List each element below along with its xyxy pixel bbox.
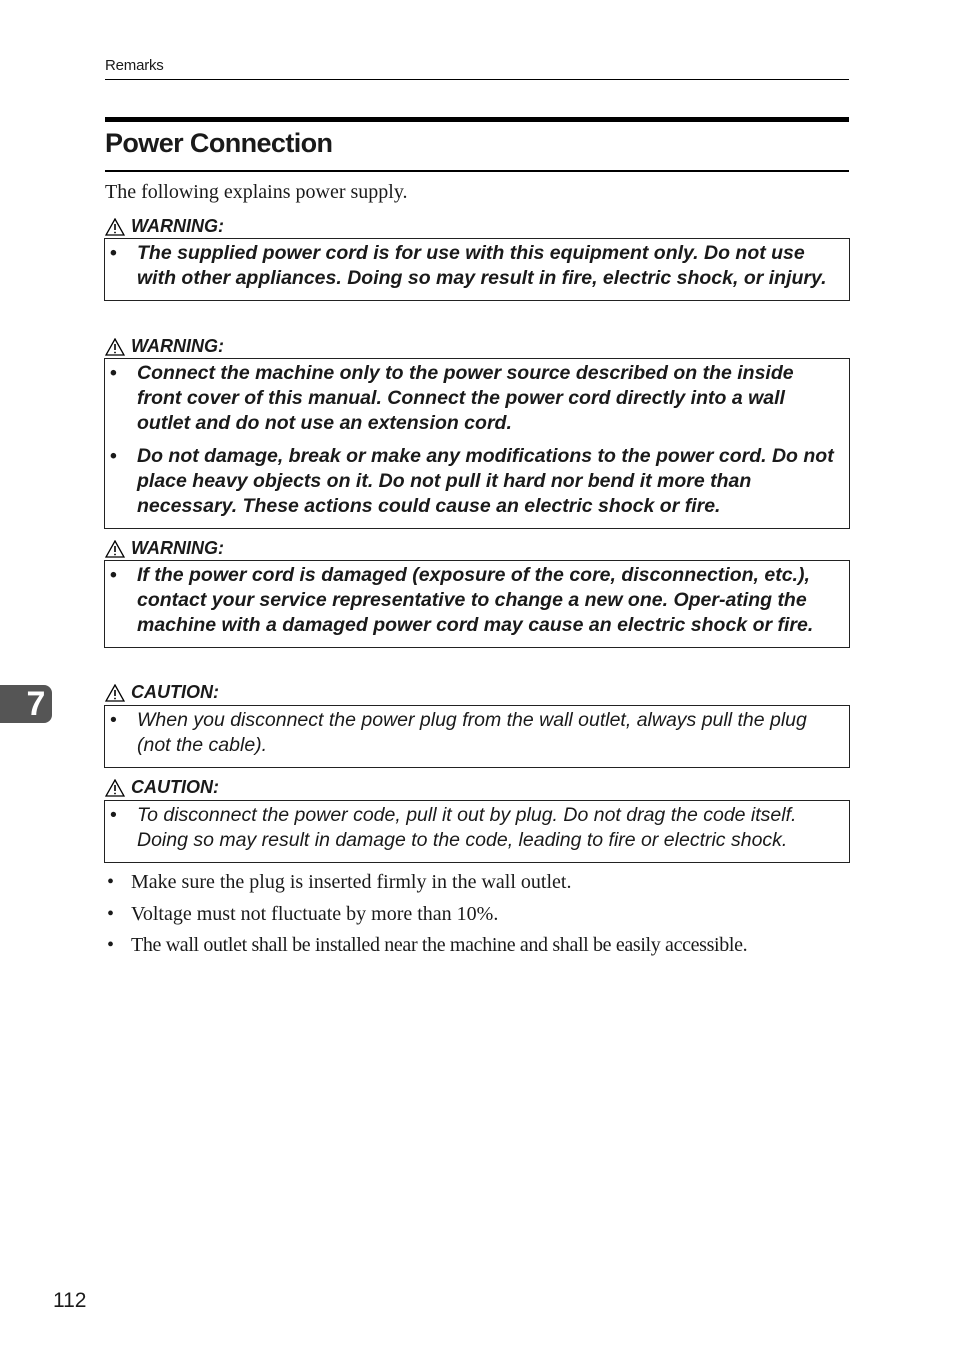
warning-triangle-icon	[105, 218, 125, 236]
warning-label-2	[105, 336, 224, 357]
warning-label-text: WARNING:	[131, 216, 224, 236]
warning-box-2	[104, 358, 850, 529]
caution-item: • When you disconnect the power plug from the wall outlet, always pull the plug (not the cable).	[110, 709, 807, 756]
list-item: • Voltage must not fluctuate by more than 10%.	[107, 902, 499, 925]
header-rule	[105, 79, 849, 80]
warning-item: • Connect the machine only to the power source described on the inside front cover of this manual. Connect the power cord directly into a wall outlet and do not use an extension cord.	[110, 362, 794, 434]
warning-item: • If the power cord is damaged (exposure of the core, disconnection, etc.), contact your service representative to change a new one. Oper-ating the machine with a damaged power cord may cause an electric shock or fire.	[110, 564, 814, 636]
warning-triangle-icon	[105, 540, 125, 558]
caution-box-1	[104, 705, 850, 768]
list-item: • Make sure the plug is inserted firmly in the wall outlet.	[107, 871, 572, 893]
warning-label-text: WARNING:	[131, 538, 224, 558]
notes-list	[105, 867, 865, 962]
warning-triangle-icon	[105, 338, 125, 356]
chapter-tab: 7	[0, 685, 52, 723]
caution-label-2	[105, 777, 219, 798]
warning-label-3	[105, 538, 224, 559]
warning-label-text: WARNING:	[131, 336, 224, 356]
warning-box-3	[104, 560, 850, 648]
title-rule-top	[105, 117, 849, 122]
warning-item: • The supplied power cord is for use with this equipment only. Do not use with other appliances. Doing so may result in fire, electric shock, or injury.	[110, 242, 827, 289]
intro-text: The following explains power supply.	[105, 181, 408, 203]
warning-item: • Do not damage, break or make any modifications to the power cord. Do not place heavy objects on it. Do not pull it hard nor bend it more than necessary. These actions could cause an electric shock or fire.	[110, 445, 834, 517]
caution-label-text: CAUTION:	[131, 777, 219, 797]
caution-label-1	[105, 682, 219, 703]
list-item: • The wall outlet shall be installed near the machine and shall be easily accessible.	[107, 934, 748, 956]
section-title: Power Connection	[105, 128, 333, 158]
warning-triangle-icon	[105, 684, 125, 702]
warning-box-1	[104, 238, 850, 301]
caution-label-text: CAUTION:	[131, 682, 219, 702]
title-rule-bottom	[105, 170, 849, 172]
page-number: 112	[53, 1289, 87, 1312]
warning-label-1	[105, 216, 224, 237]
running-head: Remarks	[105, 57, 164, 74]
warning-triangle-icon	[105, 779, 125, 797]
caution-item: • To disconnect the power code, pull it out by plug. Do not drag the code itself. Doing so may result in damage to the code, leading to fire or electric shock.	[110, 804, 797, 851]
caution-box-2	[104, 800, 850, 863]
